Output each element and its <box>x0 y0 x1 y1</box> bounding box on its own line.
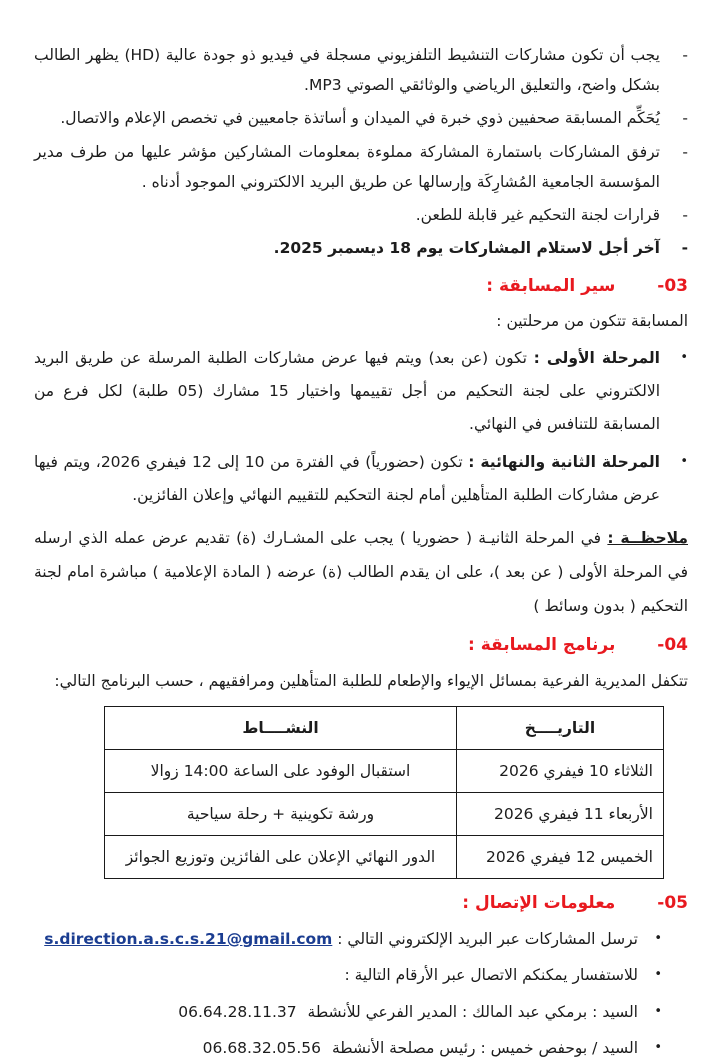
rule-text: يُحَكِّم المسابقة صحفيين ذوي خبرة في الميدان و أساتذة جامعيين في تخصص الإعلام والاتصال. <box>60 109 660 128</box>
stages-intro-text: المسابقة تتكون من مرحلتين : <box>496 312 688 331</box>
dash-bullet-marker: - <box>682 206 688 225</box>
inquiry-text: للاستفسار يمكنكم الاتصال عبر الأرقام التالية : <box>344 966 638 985</box>
email-item <box>34 925 662 954</box>
note-lead: ملاحظــة : <box>607 529 688 548</box>
contact-phone: 06.64.28.11.37 <box>178 1002 297 1021</box>
stage-lead: المرحلة الأولى : <box>533 349 660 368</box>
date-column-header: التاريــــخ <box>457 707 664 750</box>
section-04-heading <box>34 633 688 659</box>
contact-item <box>34 1034 662 1063</box>
disc-bullet-marker: • <box>680 454 688 470</box>
rule-item <box>34 40 688 100</box>
disc-bullet-marker: • <box>654 1003 662 1019</box>
table-cell-date: الخميس 12 فيفري 2026 <box>457 836 664 879</box>
stage-text <box>34 342 660 440</box>
disc-bullet-marker: • <box>680 350 688 366</box>
stage-body: تكون (حضورياً) في الفترة من 10 إلى 12 فيفري 2026، ويتم فيها عرض مشاركات الطلبة المتأهلين أمام لجنة التحكيم للتقييم النهائي وإعلان الفائزين. <box>34 453 660 504</box>
email-link[interactable]: s.direction.a.s.c.s.21@gmail.com <box>44 929 333 948</box>
rule-text: قرارات لجنة التحكيم غير قابلة للطعن. <box>415 206 660 225</box>
table-cell-activity: استقبال الوفود على الساعة 14:00 زوالا <box>105 750 457 793</box>
disc-bullet-marker: • <box>654 967 662 983</box>
rule-item <box>34 200 688 230</box>
stage-lead: المرحلة الثانية والنهائية : <box>468 453 660 472</box>
note-body: في المرحلة الثانيـة ( حضوريا ) يجب على المشـارك (ة) تقديم عرض عمله الذي ارسله في المرحلة الأولى ( عن بعد )، على ان يقدم الطالب (ة) عرضه ( المادة الإعلامية ) مباشرة امام لجنة التحكيم ( بدون وسائط ) <box>34 529 688 616</box>
contact-item <box>34 998 662 1027</box>
table-cell-date: الثلاثاء 10 فيفري 2026 <box>457 750 664 793</box>
disc-bullet-marker: • <box>654 930 662 946</box>
table-cell-activity: الدور النهائي الإعلان على الفائزين وتوزيع الجوائز <box>105 836 457 879</box>
stage-item-first <box>34 342 688 440</box>
section-04-title: برنامج المسابقة : <box>467 635 616 656</box>
dash-bullet-marker: - <box>682 46 688 64</box>
deadline-text: آخر أجل لاستلام المشاركات يوم 18 ديسمبر 2025. <box>273 239 660 258</box>
rule-text: ترفق المشاركات باستمارة المشاركة مملوءة بمعلومات المشاركين مؤشر عليها من طرف مدير المؤسسة الجامعية المُشارِكَة وإرسالها عن طريق البريد الالكتروني الموجود أدناه . <box>34 142 660 191</box>
section-04-number: 04- <box>657 635 688 656</box>
dash-bullet-marker: - <box>681 239 688 258</box>
deadline-rule-item <box>34 233 688 263</box>
email-line <box>34 925 638 954</box>
table-row <box>105 750 664 793</box>
general-rules-list <box>34 40 688 264</box>
note-paragraph <box>34 521 688 623</box>
dash-bullet-marker: - <box>682 142 688 161</box>
section-03-number: 03- <box>657 275 688 296</box>
activity-column-header: النشــــاط <box>105 707 457 750</box>
table-row <box>105 836 664 879</box>
section-05-title: معلومات الإتصال : <box>462 893 616 914</box>
table-row <box>105 793 664 836</box>
disc-bullet-marker: • <box>654 1040 662 1056</box>
inquiry-item <box>34 961 662 990</box>
contact-line <box>34 1034 638 1063</box>
section-05-heading <box>34 891 688 917</box>
contact-phone: 06.68.32.05.56 <box>202 1039 321 1058</box>
section-03-heading <box>34 274 688 300</box>
stages-list <box>34 342 688 511</box>
table-cell-activity: ورشة تكوينية + رحلة سياحية <box>105 793 457 836</box>
program-intro-text: تتكفل المديرية الفرعية بمسائل الإيواء والإطعام للطلبة المتأهلين ومرافقيهم ، حسب البرنامج التالي: <box>54 671 688 690</box>
rule-item <box>34 137 688 197</box>
contact-name: السيد / بوحفص خميس : رئيس مصلحة الأنشطة <box>331 1039 638 1058</box>
rule-item <box>34 103 688 133</box>
table-cell-date: الأربعاء 11 فيفري 2026 <box>457 793 664 836</box>
contact-info-list <box>34 925 688 1064</box>
email-label: ترسل المشاركات عبر البريد الإلكتروني التالي : <box>337 929 638 948</box>
section-03-title: سير المسابقة : <box>486 275 616 296</box>
stage-text <box>34 446 660 511</box>
contact-line <box>34 998 638 1027</box>
table-header-row <box>105 707 664 750</box>
stage-body: تكون (عن بعد) ويتم فيها عرض مشاركات الطلبة المرسلة عن طريق البريد الالكتروني على لجنة التحكيم من أجل تقييمها واختيار 15 مشارك (05 طلبة) لكل فرع من المسابقة للتنافس في النهائي. <box>34 349 660 433</box>
program-schedule-table <box>104 706 664 879</box>
section-05-number: 05- <box>657 893 688 914</box>
dash-bullet-marker: - <box>682 109 688 128</box>
stage-item-final <box>34 446 688 511</box>
rule-text: يجب أن تكون مشاركات التنشيط التلفزيوني مسجلة في فيديو ذو جودة عالية (HD) يظهر الطالب بشكل واضح، والتعليق الرياضي والوثائقي الصوتي MP3. <box>34 46 660 95</box>
contact-name: السيد : برمكي عبد المالك : المدير الفرعي للأنشطة <box>307 1002 638 1021</box>
